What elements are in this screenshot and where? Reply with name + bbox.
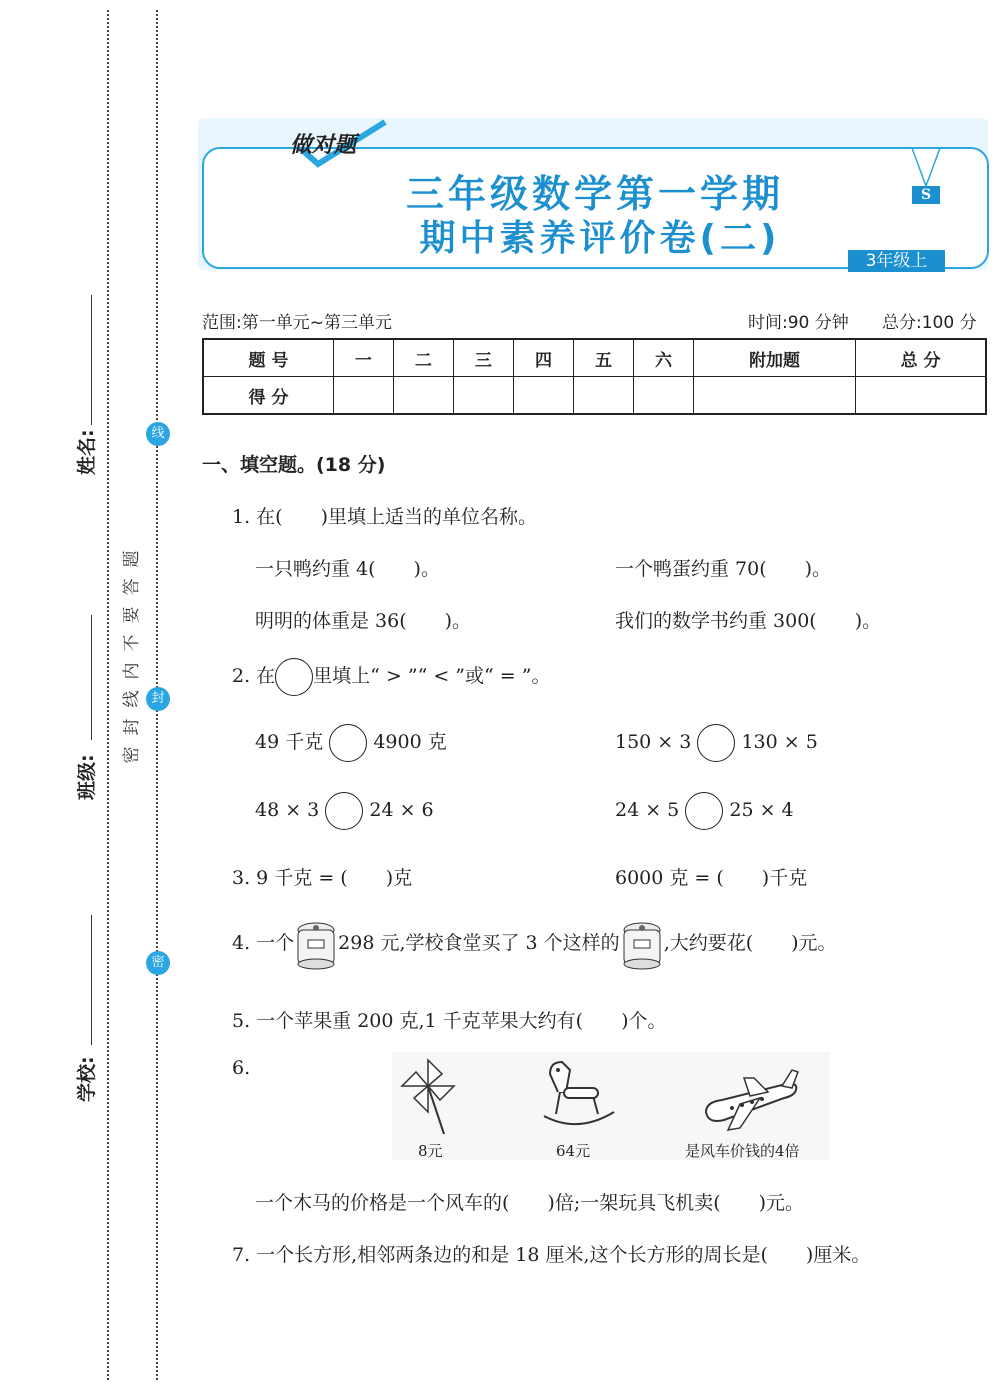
school-underline: [91, 915, 92, 1045]
q2-c-left: 48 × 3: [255, 799, 320, 821]
rice-cooker-icon: [294, 918, 338, 970]
class-label: 班级:: [76, 754, 98, 800]
rice-cooker-icon: [620, 918, 664, 970]
page-title-line1: 三年级数学第一学期: [405, 172, 784, 216]
section-title: 一、填空题。(18 分): [202, 454, 386, 476]
q4-part2: 298 元,学校食堂买了 3 个这样的: [338, 932, 620, 954]
score-input-cell[interactable]: [856, 377, 986, 415]
score-input-cell[interactable]: [453, 377, 513, 415]
q3-b: 6000 克 = ( )千克: [615, 867, 808, 889]
table-cell: 总 分: [856, 339, 986, 377]
pinwheel-price: 8元: [418, 1142, 443, 1160]
q2-a-left: 49 千克: [255, 731, 324, 753]
q4-part1: 4. 一个: [232, 932, 295, 954]
q2-a: [255, 724, 447, 762]
table-cell: 六: [633, 339, 693, 377]
score-input-cell[interactable]: [694, 377, 856, 415]
q3-a: 3. 9 千克 = ( )克: [232, 867, 413, 889]
note-char: 答: [122, 578, 142, 596]
score-input-cell[interactable]: [393, 377, 453, 415]
school-label: 学校:: [76, 1056, 98, 1102]
score-input-cell[interactable]: [513, 377, 573, 415]
compare-circle[interactable]: [685, 792, 723, 830]
badge-line: 线: [146, 422, 170, 446]
table-cell: 得 分: [203, 377, 333, 415]
badge-secret: 密: [146, 951, 170, 975]
compare-circle[interactable]: [329, 724, 367, 762]
series-badge: S: [912, 186, 940, 204]
table-cell: 二: [393, 339, 453, 377]
q2-d-right: 25 × 4: [729, 799, 794, 821]
q2-b-right: 130 × 5: [741, 731, 818, 753]
margin-note: [120, 545, 144, 769]
q2-c: [255, 792, 434, 830]
q5: 5. 一个苹果重 200 克,1 千克苹果大约有( )个。: [232, 1010, 667, 1032]
note-char: 密: [122, 746, 142, 764]
table-cell: 题 号: [203, 339, 333, 377]
compare-circle[interactable]: [697, 724, 735, 762]
q1-a: 一只鸭约重 4( )。: [255, 558, 440, 580]
q2-b: [615, 724, 818, 762]
q6-number: 6.: [232, 1057, 251, 1079]
total-text: 总分:100 分: [882, 313, 977, 333]
table-cell: 五: [573, 339, 633, 377]
table-cell: 一: [333, 339, 393, 377]
table-cell: 四: [513, 339, 573, 377]
table-cell: 附加题: [694, 339, 856, 377]
q2-stem: [232, 658, 550, 696]
airplane-icon: [700, 1064, 802, 1134]
q2-c-right: 24 × 6: [369, 799, 434, 821]
q2-b-left: 150 × 3: [615, 731, 692, 753]
class-underline: [91, 615, 92, 740]
badge-seal: 封: [146, 687, 170, 711]
note-char: 线: [122, 690, 142, 708]
q2-a-right: 4900 克: [373, 731, 447, 753]
pinwheel-icon: [398, 1056, 458, 1136]
scope-text: 范围:第一单元~第三单元: [202, 313, 392, 333]
q1-c: 明明的体重是 36( )。: [255, 610, 472, 632]
table-score-row: [203, 377, 986, 415]
q2-stem-post: 里填上“ > ”“ < ”或“ = ”。: [313, 665, 551, 687]
score-input-cell[interactable]: [333, 377, 393, 415]
note-char: 封: [122, 718, 142, 736]
q1-d: 我们的数学书约重 300( )。: [615, 610, 882, 632]
q1-b: 一个鸭蛋约重 70( )。: [615, 558, 832, 580]
note-char: 要: [122, 606, 142, 624]
q7: 7. 一个长方形,相邻两条边的和是 18 厘米,这个长方形的周长是( )厘米。: [232, 1244, 871, 1266]
plane-price: 是风车价钱的4倍: [685, 1142, 800, 1160]
q2-stem-pre: 2. 在: [232, 665, 276, 687]
note-char: 题: [122, 550, 142, 568]
q6-text: 一个木马的价格是一个风车的( )倍;一架玩具飞机卖( )元。: [255, 1192, 805, 1214]
score-input-cell[interactable]: [633, 377, 693, 415]
q4: [232, 918, 837, 970]
score-input-cell[interactable]: [573, 377, 633, 415]
grade-badge: 3年级上: [848, 250, 945, 272]
banner-tag: 做对题: [290, 133, 357, 158]
table-header-row: [203, 339, 986, 377]
name-underline: [91, 295, 92, 425]
q1-stem: 1. 在( )里填上适当的单位名称。: [232, 506, 537, 528]
score-table: [202, 338, 987, 415]
compare-circle[interactable]: [325, 792, 363, 830]
compare-circle-sample: [275, 658, 313, 696]
time-text: 时间:90 分钟: [748, 313, 849, 333]
table-cell: 三: [453, 339, 513, 377]
page-title-line2: 期中素养评价卷(二): [419, 218, 781, 259]
note-char: 内: [122, 662, 142, 680]
q2-d: [615, 792, 794, 830]
q4-part3: ,大约要花( )元。: [663, 932, 837, 954]
note-char: 不: [122, 634, 142, 652]
rocking-horse-icon: [536, 1056, 620, 1130]
horse-price: 64元: [556, 1142, 591, 1160]
q2-d-left: 24 × 5: [615, 799, 680, 821]
name-label: 姓名:: [76, 429, 98, 475]
